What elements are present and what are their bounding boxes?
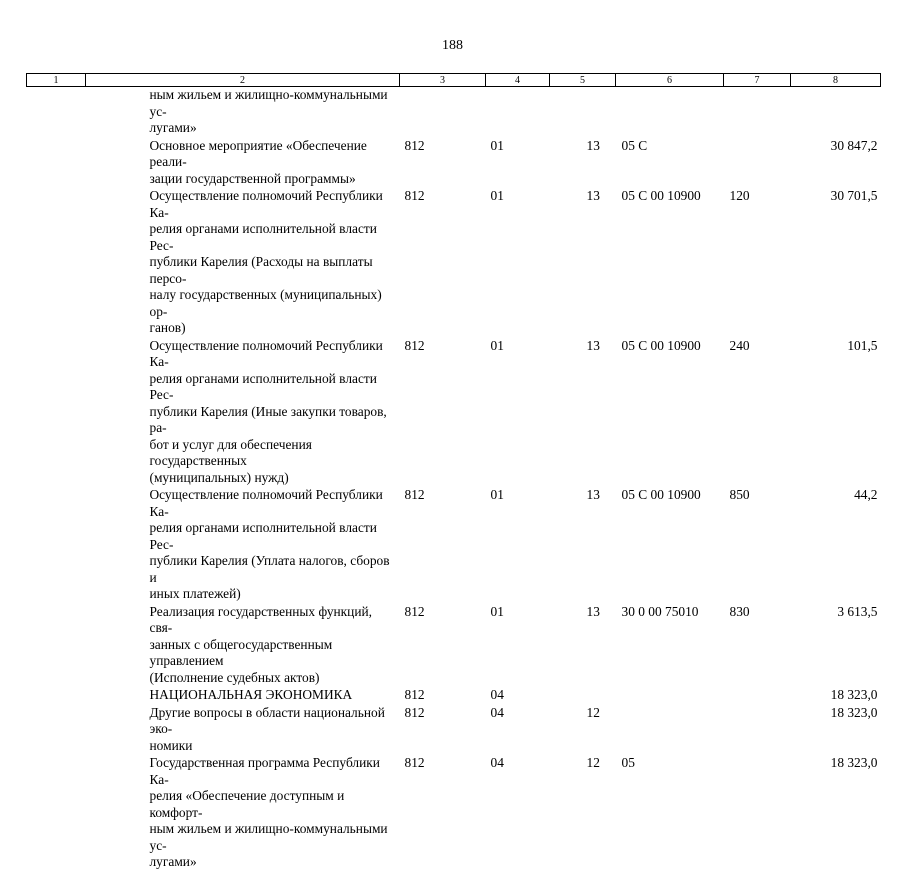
table-row [27, 755, 881, 872]
description-line: публики Карелия (Уплата налогов, сборов и [149, 553, 390, 585]
table-row [27, 188, 881, 338]
table-row [27, 687, 881, 705]
cell-expense-type: 830 [729, 603, 750, 619]
cell-section: 04 [490, 755, 504, 770]
cell-description [86, 338, 400, 488]
header-row [27, 74, 881, 87]
cell-col-1 [27, 338, 86, 488]
cell-admin-code: 812 [404, 188, 425, 203]
cell-section: 01 [490, 188, 504, 203]
cell-expense-type [724, 138, 791, 189]
cell-amount: 3 613,5 [837, 603, 878, 619]
cell-subsection: 13 [586, 137, 600, 153]
cell-col-1 [27, 687, 86, 705]
cell-section: 01 [490, 487, 504, 502]
description-line: ганов) [149, 320, 186, 335]
cell-col-1 [27, 188, 86, 338]
description-line: бот и услуг для обеспечения государственных [149, 436, 312, 468]
description-line: релия «Обеспечение доступным и комфорт- [149, 788, 345, 820]
table-row [27, 705, 881, 756]
cell-col-1 [27, 705, 86, 756]
cell-description [86, 138, 400, 189]
cell-target-article: 05 С 00 10900 [621, 188, 701, 203]
table-row [27, 138, 881, 189]
description-line: Основное мероприятие «Обеспечение реали- [149, 137, 367, 169]
cell-description [86, 755, 400, 872]
header-col-1: 1 [27, 74, 86, 87]
cell-admin-code: 812 [404, 337, 425, 353]
cell-admin-code: 812 [404, 603, 425, 619]
cell-subsection [550, 687, 616, 705]
cell-expense-type [724, 755, 791, 872]
cell-subsection [550, 87, 616, 138]
description-line: Осуществление полномочий Республики Ка- [149, 487, 383, 519]
header-col-8: 8 [791, 74, 881, 87]
cell-description [86, 87, 400, 138]
description-line: НАЦИОНАЛЬНАЯ ЭКОНОМИКА [149, 687, 353, 702]
header-col-5: 5 [550, 74, 616, 87]
cell-section: 01 [490, 603, 504, 619]
header-col-6: 6 [616, 74, 724, 87]
cell-amount: 30 701,5 [830, 188, 878, 203]
cell-section: 04 [490, 704, 504, 720]
description-line: (Исполнение судебных актов) [149, 669, 320, 685]
cell-expense-type [724, 87, 791, 138]
description-line: ным жильем и жилищно-коммунальными ус- [149, 87, 388, 119]
cell-expense-type [724, 705, 791, 756]
description-line: лугами» [149, 854, 197, 869]
description-line: ным жильем и жилищно-коммунальными ус- [149, 821, 388, 853]
cell-target-article [616, 87, 724, 138]
cell-section: 04 [490, 687, 504, 702]
header-col-2: 2 [86, 74, 400, 87]
cell-col-1 [27, 604, 86, 688]
table-row [27, 604, 881, 688]
description-line: иных платежей) [149, 586, 241, 601]
cell-target-article: 05 С 00 10900 [621, 337, 701, 353]
description-line: релия органами исполнительной власти Рес- [149, 370, 377, 402]
cell-admin-code: 812 [404, 687, 425, 702]
header-col-4: 4 [486, 74, 550, 87]
description-line: (муниципальных) нужд) [149, 469, 289, 485]
description-line: налу государственных (муниципальных) ор- [149, 287, 382, 319]
cell-target-article: 05 [621, 755, 635, 770]
cell-col-1 [27, 755, 86, 872]
description-line: номики [149, 737, 193, 753]
cell-description [86, 604, 400, 688]
description-line: Осуществление полномочий Республики Ка- [149, 188, 383, 220]
cell-subsection: 13 [586, 188, 600, 203]
cell-subsection: 13 [586, 603, 600, 619]
cell-target-article [616, 687, 724, 705]
description-line: Другие вопросы в области национальной эко- [149, 704, 385, 736]
table-header [27, 74, 881, 87]
cell-section [486, 87, 550, 138]
cell-amount: 18 323,0 [830, 687, 878, 702]
cell-expense-type: 120 [729, 188, 750, 203]
description-line: Реализация государственных функций, свя- [149, 603, 373, 635]
description-line: публики Карелия (Расходы на выплаты персо- [149, 254, 373, 286]
cell-col-1 [27, 138, 86, 189]
cell-description [86, 487, 400, 604]
description-line: лугами» [149, 120, 197, 135]
cell-col-1 [27, 87, 86, 138]
description-line: релия органами исполнительной власти Рес- [149, 520, 377, 552]
cell-amount: 18 323,0 [830, 704, 878, 720]
cell-amount: 18 323,0 [830, 755, 878, 770]
header-col-3: 3 [400, 74, 486, 87]
cell-target-article: 05 С [621, 137, 648, 153]
header-col-7: 7 [724, 74, 791, 87]
cell-admin-code: 812 [404, 137, 425, 153]
cell-expense-type: 240 [729, 337, 750, 353]
description-line: зации государственной программы» [149, 170, 356, 186]
description-line: занных с общегосударственным управлением [149, 636, 333, 668]
cell-amount: 44,2 [854, 487, 878, 502]
cell-subsection: 13 [586, 337, 600, 353]
cell-amount: 101,5 [847, 337, 878, 353]
description-line: Государственная программа Республики Ка- [149, 755, 380, 787]
table-row [27, 487, 881, 604]
cell-admin-code: 812 [404, 704, 425, 720]
cell-target-article: 30 0 00 75010 [621, 603, 699, 619]
cell-amount [791, 87, 881, 138]
cell-section: 01 [490, 137, 504, 153]
cell-amount: 30 847,2 [830, 137, 878, 153]
table-body [27, 87, 881, 872]
cell-description [86, 705, 400, 756]
cell-admin-code [400, 87, 486, 138]
cell-col-1 [27, 487, 86, 604]
table-row [27, 87, 881, 138]
cell-subsection: 12 [586, 704, 600, 720]
cell-admin-code: 812 [404, 487, 425, 502]
description-line: релия органами исполнительной власти Рес- [149, 221, 377, 253]
budget-table [26, 73, 881, 872]
description-line: Осуществление полномочий Республики Ка- [149, 337, 383, 369]
cell-subsection: 12 [586, 755, 600, 770]
cell-section: 01 [490, 337, 504, 353]
description-line: публики Карелия (Иные закупки товаров, ра- [149, 403, 387, 435]
cell-description [86, 687, 400, 705]
cell-expense-type: 850 [729, 487, 750, 502]
cell-subsection: 13 [586, 487, 600, 502]
table-row [27, 338, 881, 488]
cell-description [86, 188, 400, 338]
cell-target-article: 05 С 00 10900 [621, 487, 701, 502]
cell-target-article [616, 705, 724, 756]
cell-admin-code: 812 [404, 755, 425, 770]
page-number: 188 [442, 38, 463, 53]
cell-expense-type [724, 687, 791, 705]
